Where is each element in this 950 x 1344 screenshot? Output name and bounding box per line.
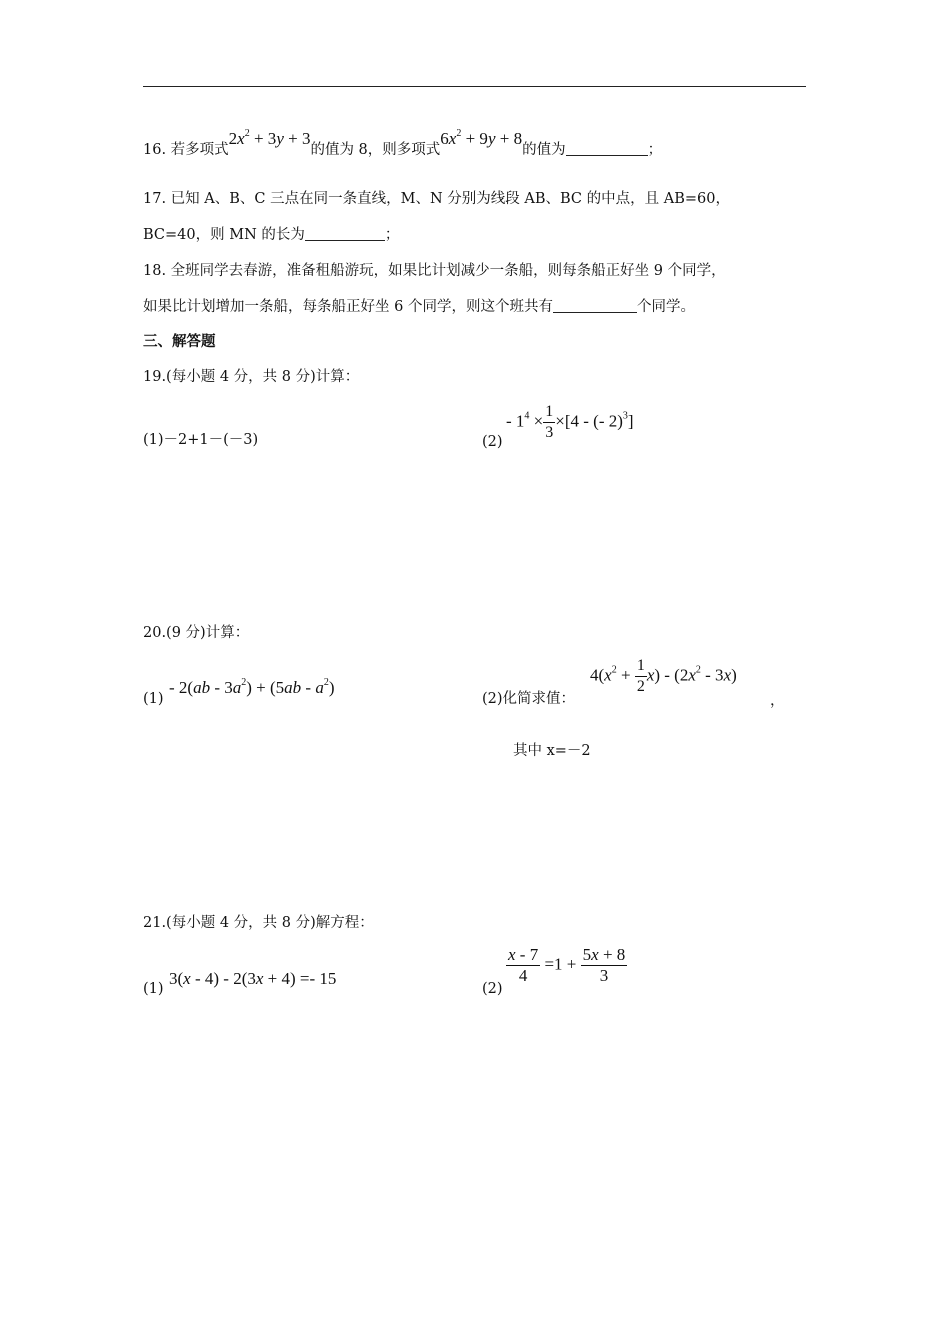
q16-prefix: 16. 若多项式 [143, 142, 229, 158]
q19-p1-label: (1) [143, 432, 164, 448]
q19-p2-label: (2) [482, 434, 503, 450]
q20-condition: 其中 x=－2 [513, 743, 591, 759]
q18-answer-blank [553, 300, 637, 313]
q20-p1-expression: - $2(ab - 3a^2) + (5ab - a^2)$ [169, 677, 335, 697]
q19-p1-expression: －2+1－(－3) [163, 432, 259, 448]
q17-answer-blank [305, 228, 385, 241]
q16-expression-1: $2x^2 + 3y + 3$ [228, 128, 311, 148]
q19-part-1 [143, 431, 258, 449]
question-16 [143, 130, 662, 159]
q20-p2-expression: $4(x^2$ + $\frac{1}{2}$ $x) - (2x^2 - 3x)$ [590, 657, 737, 695]
q18-line-1: 18. 全班同学去春游，准备租船游玩，如果比计划减少一条船，则每条船正好坐 9 个同学， [143, 263, 726, 279]
q20-header: 20.(9 分)计算： [143, 625, 250, 641]
q17-line-2-text: BC=40，则 MN 的长为 [143, 227, 305, 243]
section-3-title: 三、解答题 [143, 333, 216, 350]
q16-middle: 的值为 8，则多项式 [310, 142, 441, 158]
q19-header: 19.(每小题 4 分，共 8 分)计算： [143, 369, 360, 385]
fraction-one-third: $\frac{1}{3}$ [545, 403, 554, 441]
q21-p2-expression: $\frac{x - 7}{4}$ =1 + $\frac{5x + 8}{3}$ [508, 945, 626, 985]
q21-header: 21.(每小题 4 分，共 8 分)解方程： [143, 915, 374, 931]
q20-comma: ， [770, 693, 785, 709]
q17-end: ； [384, 227, 400, 243]
header-rule [143, 86, 806, 87]
q18-line-2-suffix: 个同学。 [636, 299, 695, 315]
q19-p2-expression: - $1^4$ × $\frac{1}{3}$ ×[4 - (- 2)$^3$] [506, 403, 634, 441]
q16-suffix: 的值为 [522, 142, 566, 158]
fraction-x-minus-7-over-4: $\frac{x - 7}{4}$ [508, 945, 539, 985]
q16-expression-2: $6x^2 + 9y + 8$ [440, 128, 523, 148]
q17-line-1: 17. 已知 A、B、C 三点在同一条直线，M、N 分别为线段 AB、BC 的中点，且 AB=60， [143, 191, 730, 207]
fraction-5x-plus-8-over-3: $\frac{5x + 8}{3}$ [582, 945, 626, 985]
q21-p1-label: (1) [143, 981, 164, 997]
q21-p1-expression: 3(x - 4) - 2(3x + 4) =- 15 [169, 969, 337, 988]
q16-end: ； [647, 142, 663, 158]
q16-answer-blank [566, 143, 648, 156]
q18-line-2-text: 如果比计划增加一条船，每条船正好坐 6 个同学，则这个班共有 [143, 299, 553, 315]
question-17-line-2 [143, 226, 399, 244]
question-18-line-2 [143, 298, 695, 316]
q20-p1-label: (1) [143, 691, 164, 707]
q21-p2-label: (2) [482, 981, 503, 997]
fraction-one-half: $\frac{1}{2}$ [636, 657, 645, 695]
q20-p2-label: (2)化简求值： [482, 691, 576, 707]
